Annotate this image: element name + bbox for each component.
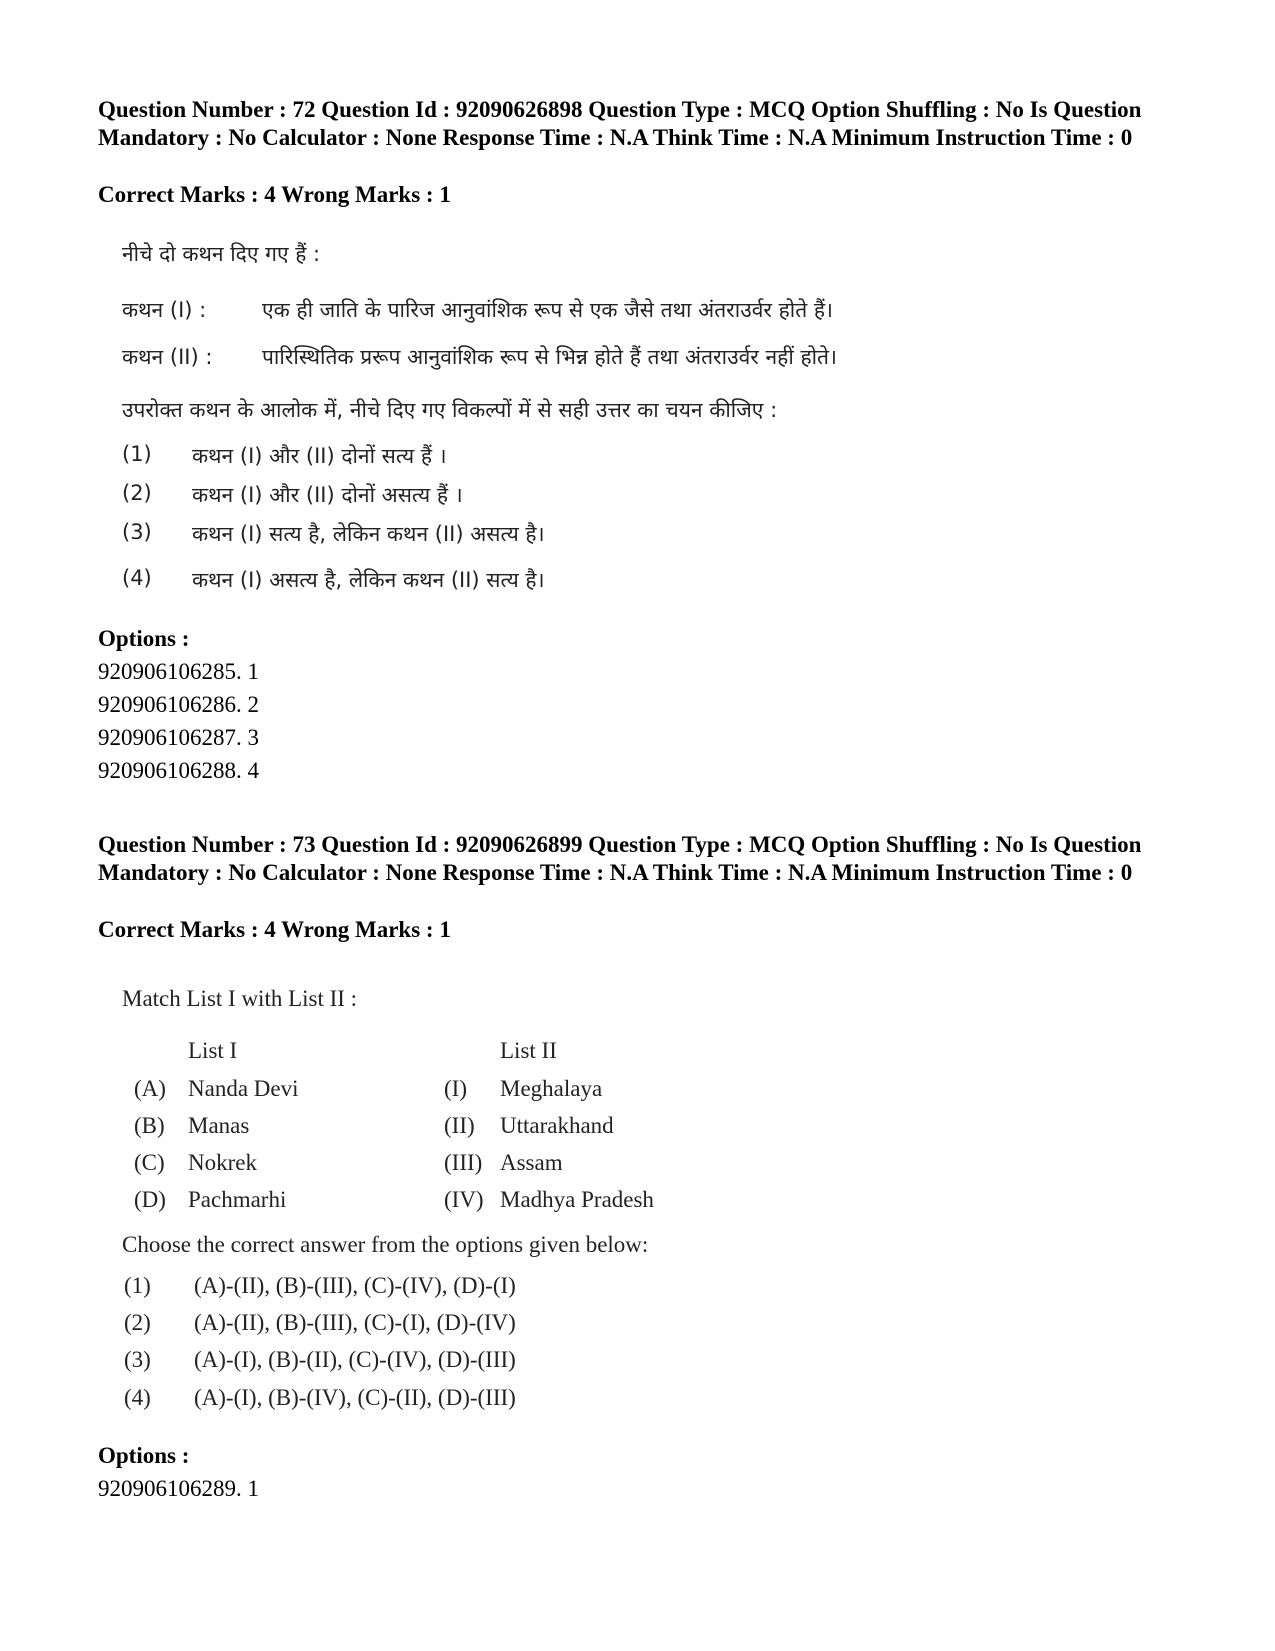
question-intro: Match List I with List II : <box>122 986 358 1011</box>
choice-number: (2) <box>124 1310 151 1335</box>
choice-number: (4) <box>124 1385 151 1410</box>
question-intro: नीचे दो कथन दिए गए हैं : <box>122 242 321 266</box>
question-meta: Question Number : 72 Question Id : 92090626898 Question Type : MCQ Option Shuffling : No Is Question Mandatory : No Calculator : None Response Time : N.A Think Time : N.A Minimum Instruction Time : 0 <box>98 97 1142 150</box>
option-line: 920906106287. 3 <box>98 725 259 750</box>
list1-label: (C) <box>134 1150 165 1175</box>
list1-label: (B) <box>134 1113 165 1138</box>
statement-label: कथन (I) : <box>122 298 207 322</box>
list1-label: (A) <box>134 1076 166 1101</box>
choice-text: (A)-(I), (B)-(IV), (C)-(II), (D)-(III) <box>194 1385 516 1410</box>
list1-header: List I <box>188 1038 238 1063</box>
choice-text: (A)-(II), (B)-(III), (C)-(I), (D)-(IV) <box>194 1310 516 1335</box>
option-line: 920906106285. 1 <box>98 659 259 684</box>
statement-text: एक ही जाति के पारिज आनुवांशिक रूप से एक जैसे तथा अंतराउर्वर होते हैं। <box>262 298 833 322</box>
list2-item: Uttarakhand <box>500 1113 614 1138</box>
choice-text: कथन (I) असत्य है, लेकिन कथन (II) सत्य है। <box>192 568 545 592</box>
question-prompt: Choose the correct answer from the options given below: <box>122 1232 649 1257</box>
choice-number: (3) <box>122 520 152 544</box>
choice-number: (1) <box>124 1273 151 1298</box>
choice-text: (A)-(II), (B)-(III), (C)-(IV), (D)-(I) <box>194 1273 516 1298</box>
choice-number: (4) <box>122 566 152 590</box>
list2-label: (I) <box>444 1076 467 1101</box>
choice-text: कथन (I) और (II) दोनों सत्य हैं । <box>192 444 447 468</box>
list1-item: Manas <box>188 1113 250 1138</box>
choice-text: कथन (I) और (II) दोनों असत्य हैं । <box>192 483 463 507</box>
choice-number: (2) <box>122 481 152 505</box>
list1-item: Pachmarhi <box>188 1187 287 1212</box>
option-line: 920906106286. 2 <box>98 692 259 717</box>
option-line: 920906106289. 1 <box>98 1476 259 1501</box>
list2-item: Assam <box>500 1150 563 1175</box>
choice-text: कथन (I) सत्य है, लेकिन कथन (II) असत्य है। <box>192 522 545 546</box>
question-meta: Question Number : 73 Question Id : 92090626899 Question Type : MCQ Option Shuffling : No Is Question Mandatory : No Calculator : None Response Time : N.A Think Time : N.A Minimum Instruction Time : 0 <box>98 832 1142 885</box>
choice-number: (1) <box>122 442 152 466</box>
choice-text: (A)-(I), (B)-(II), (C)-(IV), (D)-(III) <box>194 1347 516 1372</box>
list1-item: Nanda Devi <box>188 1076 299 1101</box>
marks-line: Correct Marks : 4 Wrong Marks : 1 <box>98 917 451 942</box>
options-heading: Options : <box>98 1443 190 1468</box>
choice-number: (3) <box>124 1347 151 1372</box>
list1-label: (D) <box>134 1187 166 1212</box>
list2-item: Meghalaya <box>500 1076 603 1101</box>
list2-label: (III) <box>444 1150 483 1175</box>
statement-text: पारिस्थितिक प्ररूप आनुवांशिक रूप से भिन्न होते हैं तथा अंतराउर्वर नहीं होते। <box>262 345 837 369</box>
question-prompt: उपरोक्त कथन के आलोक में, नीचे दिए गए विकल्पों में से सही उत्तर का चयन कीजिए : <box>122 398 778 422</box>
list2-header: List II <box>500 1038 557 1063</box>
list2-item: Madhya Pradesh <box>500 1187 654 1212</box>
list2-label: (II) <box>444 1113 475 1138</box>
marks-line: Correct Marks : 4 Wrong Marks : 1 <box>98 182 451 207</box>
list2-label: (IV) <box>444 1187 484 1212</box>
statement-label: कथन (II) : <box>122 345 213 369</box>
list1-item: Nokrek <box>188 1150 257 1175</box>
option-line: 920906106288. 4 <box>98 758 259 783</box>
options-heading: Options : <box>98 626 190 651</box>
